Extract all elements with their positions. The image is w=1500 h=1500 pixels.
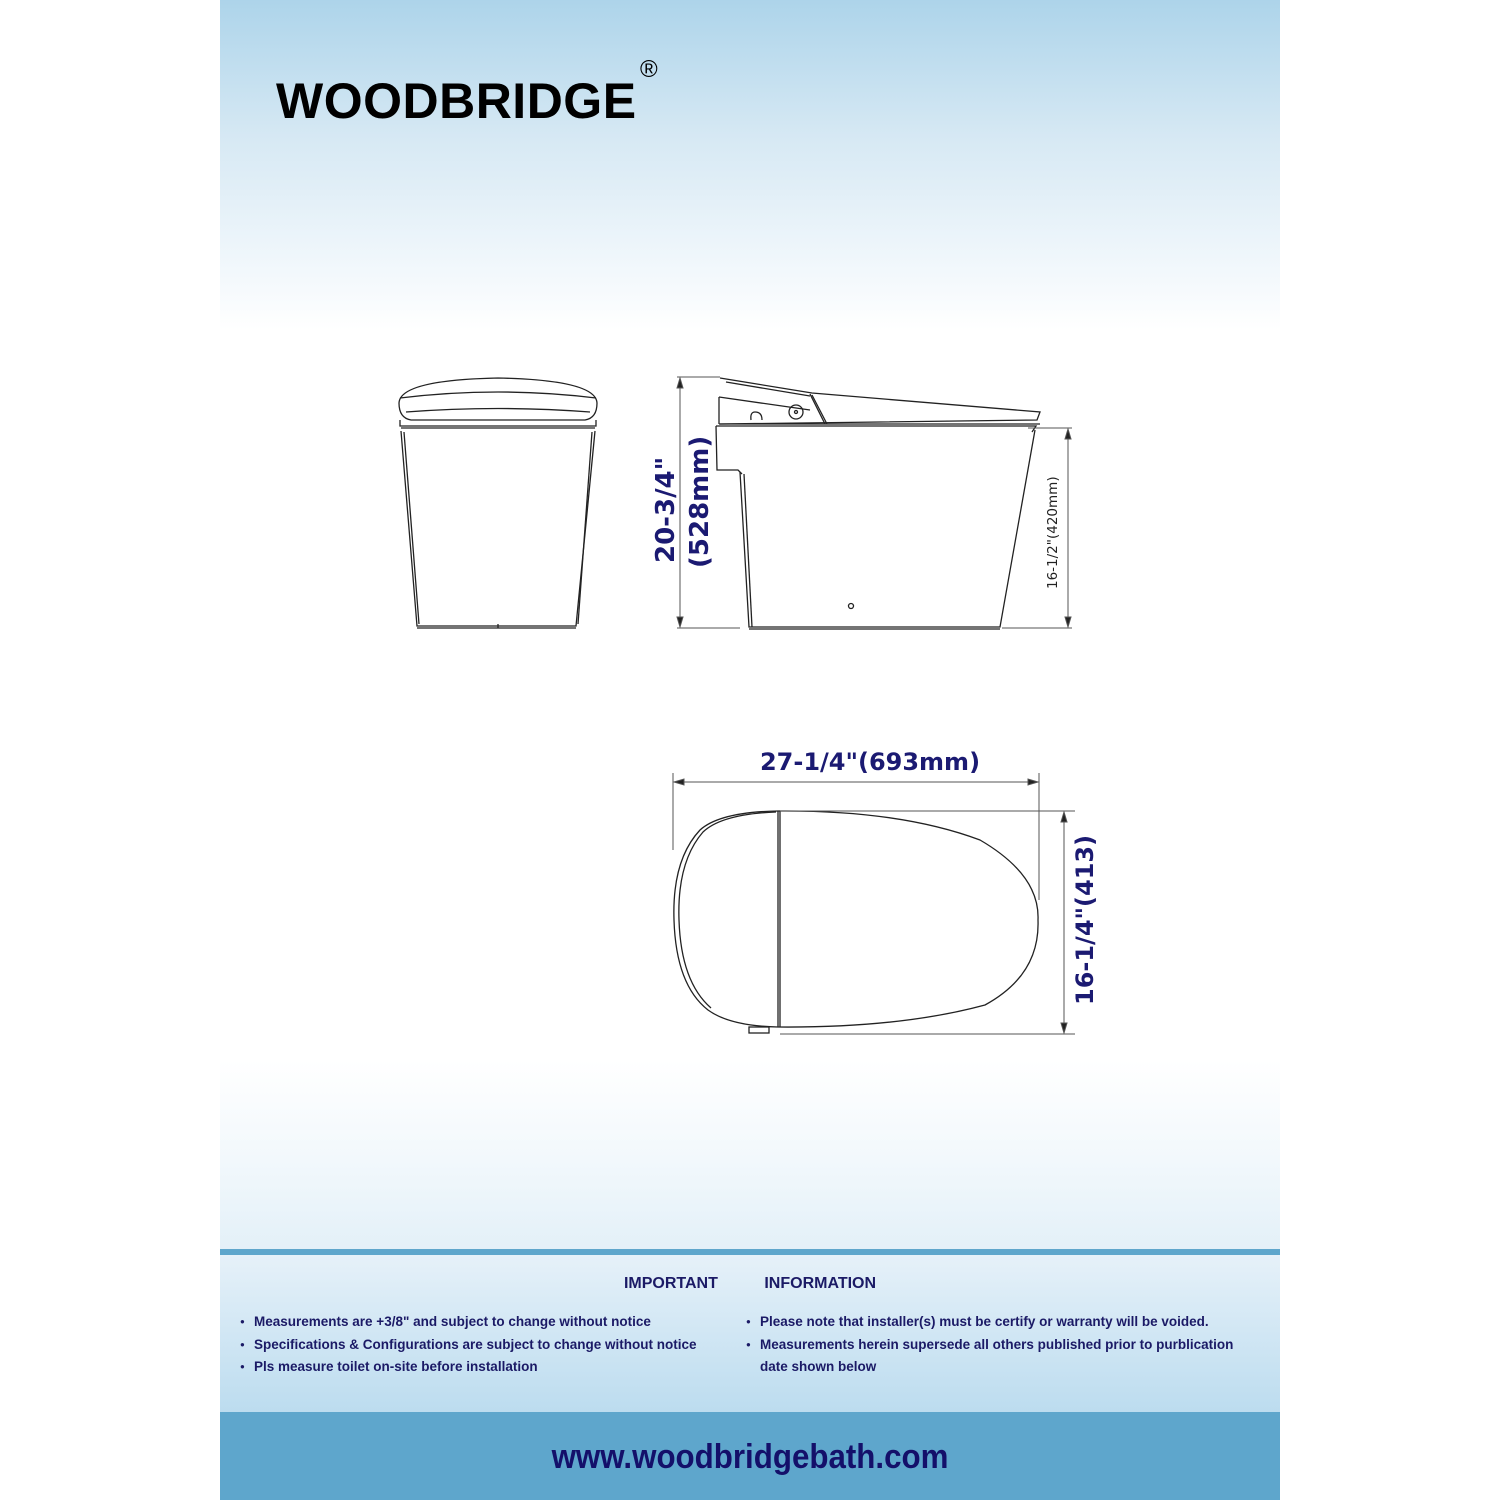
info-list-right	[746, 1311, 1266, 1379]
website-link[interactable]: www.woodbridgebath.com	[551, 1438, 949, 1476]
info-heading-part2: INFORMATION	[764, 1275, 877, 1292]
registered-mark: ®	[640, 56, 658, 83]
info-item: ● Please note that installer(s) must be certify or warranty will be voided.	[746, 1311, 1266, 1334]
info-heading	[220, 1275, 1280, 1293]
brand-logo: WOODBRIDGE	[276, 73, 637, 129]
info-item: ● Measurements herein supersede all others published prior to purblication	[746, 1334, 1266, 1357]
info-item: ● Measurements are +3/8" and subject to change without notice	[240, 1311, 697, 1334]
info-item-continuation: date shown below	[760, 1359, 877, 1374]
side-view-drawing	[716, 378, 1040, 629]
footer-band	[220, 1412, 1280, 1500]
info-heading-part1: IMPORTANT	[623, 1275, 718, 1292]
info-item: ● Specifications & Configurations are subject to change without notice	[240, 1334, 697, 1357]
spec-sheet-page	[220, 0, 1280, 1500]
overall-height-mm-label: (528mm)	[685, 435, 715, 568]
technical-drawings	[220, 0, 1280, 1250]
side-view-dimensions	[677, 377, 1072, 628]
seat-height-label: 16-1/2"(420mm)	[1045, 476, 1061, 589]
front-view-drawing	[399, 378, 597, 628]
top-view-drawing	[674, 811, 1038, 1033]
overall-length-label: 27-1/4"(693mm)	[759, 748, 981, 776]
info-item: ● Pls measure toilet on-site before installation	[240, 1356, 697, 1379]
overall-width-label: 16-1/4"(413)	[1071, 834, 1099, 1005]
overall-height-label: 20-3/4"	[651, 456, 681, 563]
top-view-dimensions	[673, 773, 1075, 1034]
important-information-panel	[220, 1255, 1280, 1412]
info-list-left	[240, 1311, 697, 1379]
